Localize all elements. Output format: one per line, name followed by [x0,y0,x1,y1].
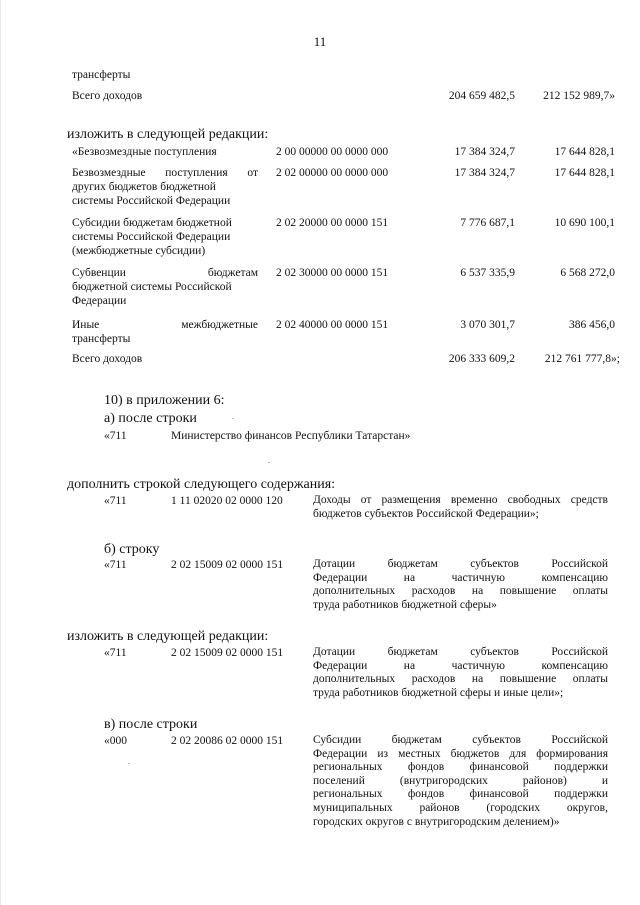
item-10: 10) в приложении 6: [104,393,225,408]
transfers-text: трансферты [72,69,131,81]
section-heading-2: изложить в следующей редакции: [67,629,269,644]
section-heading-1: изложить в следующей редакции: [67,127,269,142]
row-name-4: Субвенции бюджетам бюджетной системы Российской Федерации [72,267,258,307]
row-b-new-code: «711 [104,647,127,659]
scan-speck [232,418,234,419]
total-label-2: Всего доходов [72,353,143,365]
row-v-description: Субсидии бюджетам субъектов Российской Федерации из местных бюджетов для формирования региональных фондов финансовой поддержки поселений (внутригородских районов) и региональных фондов финансовой поддержки муниципальных районов (городских округов, городских округов с внутригородским делением)» [313,734,608,828]
ministry-name: Министерство финансов Республики Татарстан» [171,430,411,442]
scan-speck [128,763,130,764]
row-name-5: Иные межбюджетные трансферты [72,319,258,345]
row-v2-4: 6 568 272,0 [560,267,615,279]
sub-item-a: а) после строки [104,411,197,426]
row-name-1: «Безвозмездные поступления [72,146,217,158]
row-code-3: 2 02 20000 00 0000 151 [276,217,389,229]
total-value-2: 212 152 989,7» [543,90,615,102]
row-b-kbk: 2 02 15009 02 0000 151 [171,559,284,571]
supplement-kbk: 1 11 02020 02 0000 120 [171,495,283,507]
row-v1-1: 17 384 324,7 [454,146,515,158]
sub-item-b: б) строку [104,542,160,557]
row-code-4: 2 02 30000 00 0000 151 [276,267,389,279]
row-v1-5: 3 070 301,7 [460,319,515,331]
row-v-code: «000 [104,735,127,747]
row-v-kbk: 2 02 20086 02 0000 151 [171,735,284,747]
row-code-5: 2 02 40000 00 0000 151 [276,319,389,331]
supplement-description: Доходы от размещения временно свободных средств бюджетов субъектов Российской Федерации»; [313,494,608,520]
supplement-code: «711 [104,495,127,507]
row-name-3: Субсидии бюджетам бюджетной системы Российской Федерации (межбюджетные субсидии) [72,217,232,257]
total2-value-1: 206 333 609,2 [448,353,515,365]
row-v1-2: 17 384 324,7 [454,167,515,179]
row-v2-2: 17 644 828,1 [554,167,615,179]
row-code-1: 2 00 00000 00 0000 000 [276,146,389,158]
row-b-new-description: Дотации бюджетам субъектов Российской Федерации на частичную компенсацию дополнительных расходов на повышение оплаты труда работников бюджетной сферы и иные цели»; [313,646,608,699]
total2-value-2: 212 761 777,8»; [544,353,620,365]
row-v2-1: 17 644 828,1 [554,146,615,158]
row-b-description: Дотации бюджетам субъектов Российской Федерации на частичную компенсацию дополнительных расходов на повышение оплаты труда работников бюджетной сферы» [313,558,608,611]
row-b-code: «711 [104,559,127,571]
page-number: 11 [313,34,327,49]
row-v2-5: 386 456,0 [569,319,615,331]
row-name-2: Безвозмездные поступления от других бюджетов бюджетной системы Российской Федерации [72,167,258,207]
ministry-code: «711 [104,430,127,442]
sub-item-v: в) после строки [104,717,198,732]
total-label: Всего доходов [72,90,143,102]
row-v2-3: 10 690 100,1 [554,217,615,229]
scan-speck [268,462,270,463]
row-b-new-kbk: 2 02 15009 02 0000 151 [171,647,284,659]
row-v1-3: 7 776 687,1 [460,217,515,229]
supplement-heading: дополнить строкой следующего содержания: [67,477,336,492]
total-value-1: 204 659 482,5 [448,90,515,102]
row-code-2: 2 02 00000 00 0000 000 [276,167,389,179]
left-margin-line [0,0,1,905]
row-v1-4: 6 537 335,9 [460,267,515,279]
